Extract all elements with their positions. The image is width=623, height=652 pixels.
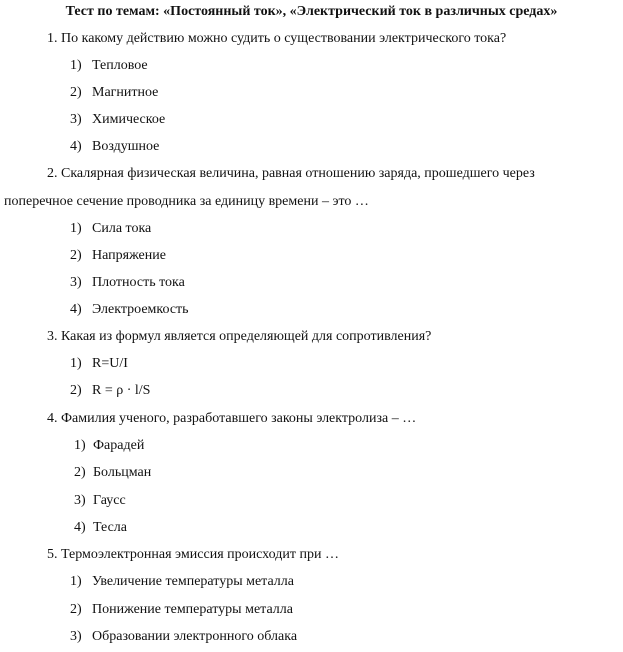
option-number: 2)	[74, 465, 86, 480]
question-2: 2. Скалярная физическая величина, равная отношению заряда, прошедшего через	[47, 166, 535, 181]
option-number: 3)	[70, 629, 82, 644]
option-number: 2)	[70, 248, 82, 263]
option-text: Плотность тока	[92, 275, 185, 290]
question-3-option-2	[70, 384, 150, 398]
question-5: 5. Термоэлектронная эмиссия происходит при …	[47, 547, 339, 562]
question-1-option-1	[70, 59, 148, 73]
question-1-option-2	[70, 86, 158, 100]
option-number: 2)	[70, 85, 82, 100]
option-text: Гаусс	[93, 493, 126, 508]
option-number: 1)	[70, 356, 82, 371]
question-5-option-2	[70, 603, 293, 617]
question-1-option-3	[70, 113, 165, 127]
option-number: 4)	[70, 139, 82, 154]
option-text: Воздушное	[92, 139, 160, 154]
option-text: Больцман	[93, 465, 152, 480]
question-2-option-3	[70, 276, 185, 290]
option-text: Химическое	[92, 112, 166, 127]
question-4-option-2	[74, 466, 151, 480]
option-text: Магнитное	[92, 85, 159, 100]
option-text: Фарадей	[93, 438, 145, 453]
option-number: 2)	[70, 602, 82, 617]
question-2-continuation: поперечное сечение проводника за единицу времени – это …	[4, 194, 369, 209]
question-1: 1. По какому действию можно судить о существовании электрического тока?	[47, 31, 507, 46]
option-number: 3)	[74, 493, 86, 508]
option-text: Тепловое	[92, 58, 148, 73]
question-2-option-4	[70, 303, 189, 317]
question-5-option-1	[70, 575, 294, 589]
option-number: 1)	[70, 221, 82, 236]
option-text: Напряжение	[92, 248, 166, 263]
option-number: 4)	[70, 302, 82, 317]
option-text: Тесла	[93, 520, 127, 535]
question-2-option-1	[70, 222, 151, 236]
option-number: 3)	[70, 275, 82, 290]
question-2-option-2	[70, 249, 166, 263]
option-text: Сила тока	[92, 221, 152, 236]
question-4-option-3	[74, 494, 126, 508]
option-text: Понижение температуры металла	[92, 602, 293, 617]
question-4-option-1	[74, 439, 144, 453]
option-number: 4)	[74, 520, 86, 535]
question-4-option-4	[74, 521, 127, 535]
option-text: Образовании электронного облака	[92, 629, 298, 644]
question-3-option-1	[70, 357, 128, 371]
option-text: R=U/I	[92, 356, 128, 371]
document-title: Тест по темам: «Постоянный ток», «Электрический ток в различных средах»	[65, 4, 558, 19]
question-5-option-3	[70, 630, 297, 644]
question-4: 4. Фамилия ученого, разработавшего законы электролиза – …	[47, 411, 417, 426]
option-text: Увеличение температуры металла	[92, 574, 294, 589]
option-text: R = ρ · l/S	[92, 383, 151, 398]
option-number: 1)	[70, 574, 82, 589]
question-1-option-4	[70, 140, 159, 154]
option-number: 3)	[70, 112, 82, 127]
option-number: 2)	[70, 383, 82, 398]
option-number: 1)	[74, 438, 86, 453]
option-text: Электроемкость	[92, 302, 189, 317]
option-number: 1)	[70, 58, 82, 73]
question-3: 3. Какая из формул является определяющей для сопротивления?	[47, 329, 432, 344]
